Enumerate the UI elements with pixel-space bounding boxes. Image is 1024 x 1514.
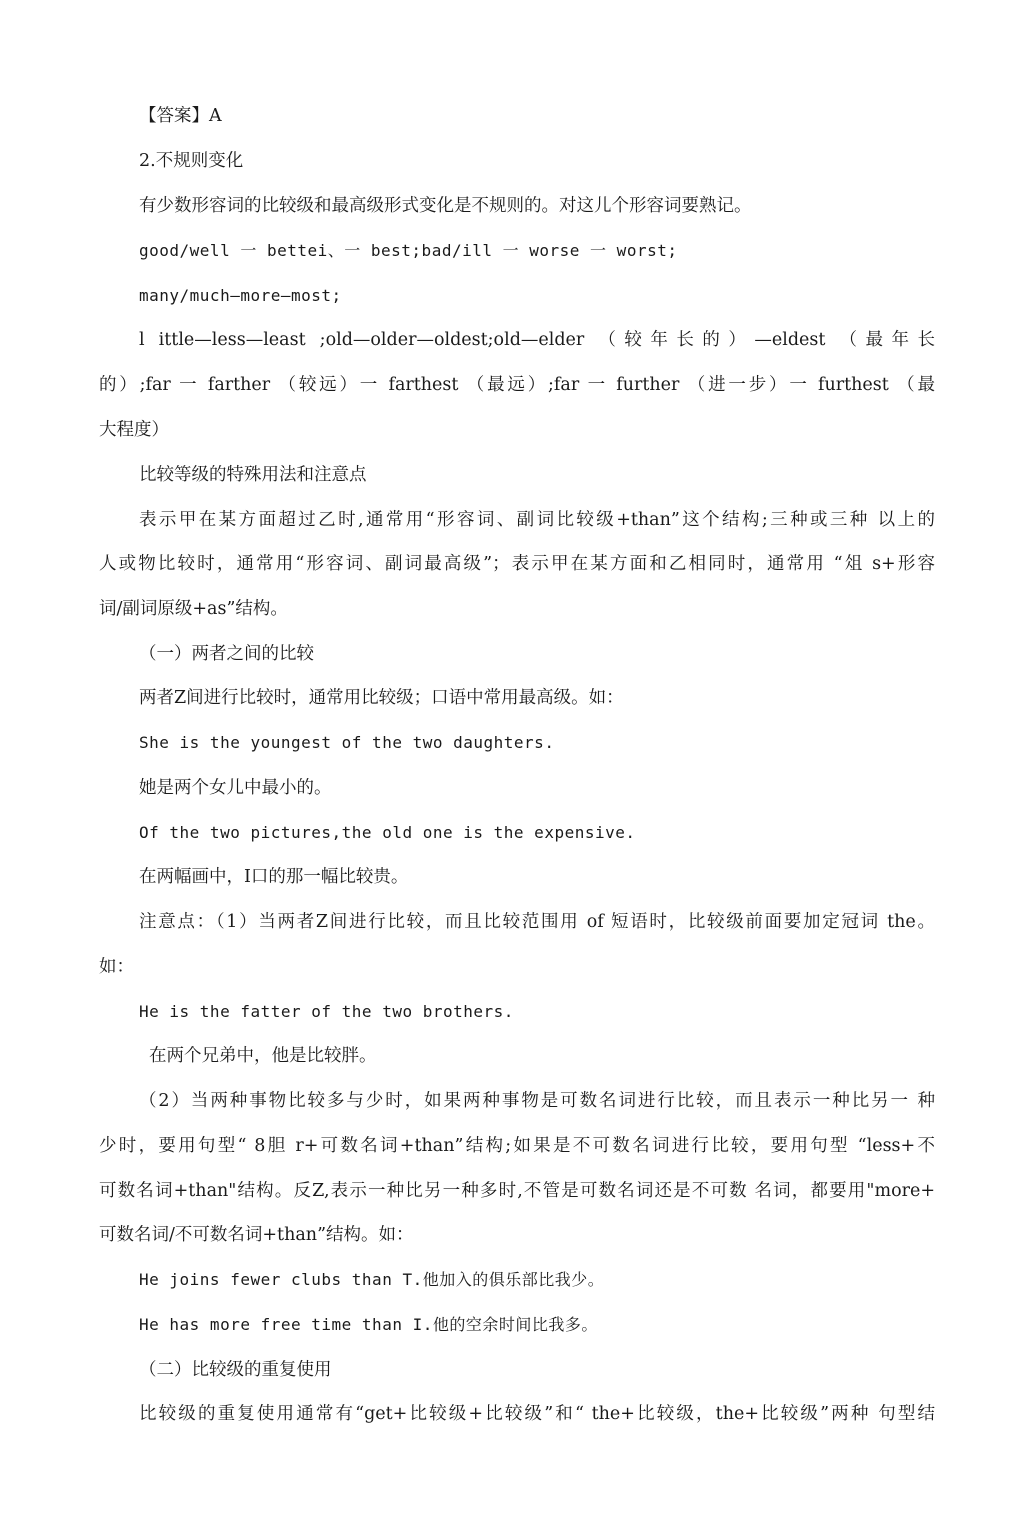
paragraph-line: 词/副词原级+as”结构。	[99, 599, 288, 619]
paragraph-line: 比较级的重复使用通常有“get+比较级+比较级”和“ the+比较级，the+比较级”两种 句型结	[139, 1404, 935, 1424]
answer-line: 【答案】A	[139, 106, 222, 126]
example-sentence: He is the fatter of the two brothers.	[139, 1002, 514, 1021]
paragraph-line: 如：	[99, 957, 134, 977]
paragraph-line: 大程度）	[99, 420, 169, 440]
section-heading: 2.不规则变化	[139, 151, 244, 171]
paragraph-line: 可数名词/不可数名词+than”结构。如：	[99, 1225, 414, 1245]
example-sentence: He joins fewer clubs than T.他加入的俱乐部比我少。	[139, 1270, 605, 1289]
paragraph-line: 可数名词+than"结构。反Z,表示一种比另一种多时,不管是可数名词还是不可数 名词，都要用"more+	[99, 1181, 935, 1201]
section-heading: 比较等级的特殊用法和注意点	[139, 465, 367, 485]
paragraph-line: 人或物比较时，通常用“形容词、副词最高级”；表示甲在某方面和乙相同时，通常用 “俎 s+形容	[99, 554, 935, 574]
example-translation: 在两个兄弟中，他是比较胖。	[149, 1046, 377, 1066]
paragraph-line: 表示甲在某方面超过乙时,通常用“形容词、副词比较级+than”这个结构;三种或三种 以上的	[139, 510, 935, 530]
example-sentence: She is the youngest of the two daughters.	[139, 733, 555, 752]
subsection-heading: （二）比较级的重复使用	[139, 1360, 332, 1380]
example-sentence: Of the two pictures,the old one is the expensive.	[139, 823, 636, 842]
example-translation: 她是两个女儿中最小的。	[139, 778, 332, 798]
example-line: many/much—more—most;	[139, 286, 342, 305]
paragraph-line: （2）当两种事物比较多与少时，如果两种事物是可数名词进行比较，而且表示一种比另一 种	[139, 1091, 935, 1111]
paragraph-line: l ittle—less—least ;old—older—oldest;old—elder （较年长的）—eldest （最年长	[139, 330, 935, 350]
example-translation: 在两幅画中，I口的那一幅比较贵。	[139, 867, 409, 887]
example-line: good/well 一 bettei、一 best;bad/ill 一 worse 一 worst;	[139, 241, 678, 260]
example-sentence: He has more free time than I.他的空余时间比我多。	[139, 1315, 598, 1334]
subsection-heading: （一）两者之间的比较	[139, 644, 314, 664]
paragraph-line: 有少数形容词的比较级和最高级形式变化是不规则的。对这儿个形容词要熟记。	[139, 196, 752, 216]
paragraph-line: 的）;far 一 farther （较远）一 farthest （最远）;far 一 further （进一步）一 furthest （最	[99, 375, 935, 395]
paragraph-line: 两者Z间进行比较时，通常用比较级；口语中常用最高级。如：	[139, 688, 624, 708]
paragraph-line: 少时，要用句型“ 8胆 r+可数名词+than”结构;如果是不可数名词进行比较，要用句型 “less+不	[99, 1136, 935, 1156]
paragraph-line: 注意点：（1）当两者Z间进行比较，而且比较范围用 of 短语时，比较级前面要加定冠词 the。	[139, 912, 935, 932]
